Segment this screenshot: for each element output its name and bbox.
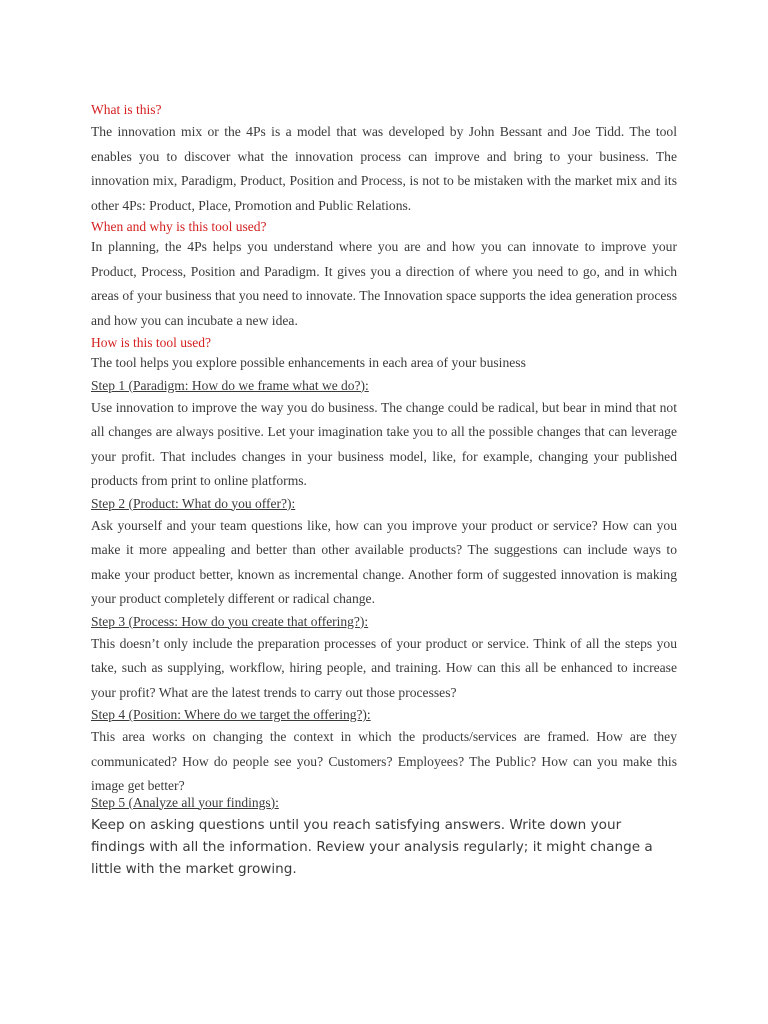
step-3-title: Step 3 (Process: How do you create that offering?): (91, 613, 369, 629)
section-heading-when-and-why: When and why is this tool used? (91, 219, 267, 234)
step-2-body: Ask yourself and your team questions like, how can you improve your product or service? How can you make it more appealing and better than other available products? The suggestions can include ways to make your product better, known as incremental change. Another form of suggested innovation is making your product completely different or radical change. (91, 517, 677, 606)
document-content (91, 100, 677, 880)
step-5-title: Step 5 (Analyze all your findings): (91, 794, 279, 810)
section-body-when-and-why: In planning, the 4Ps helps you understand where you are and how you can innovate to improve your Product, Process, Position and Paradigm. It gives you a direction of where you need to go, and in which areas of your business that you need to innovate. The Innovation space supports the idea generation process and how you can incubate a new idea. (91, 239, 677, 328)
step-5-body: Keep on asking questions until you reach satisfying answers. Write down your findings with all the information. Review your analysis regularly; it might change a little with the market growing. (91, 816, 653, 877)
step-4-title: Step 4 (Position: Where do we target the offering?): (91, 707, 371, 722)
step-2-title: Step 2 (Product: What do you offer?): (91, 495, 296, 511)
step-3-body: This doesn’t only include the preparation processes of your product or service. Think of all the steps you take, such as supplying, workflow, hiring people, and training. How can this all be enhanced to increase your profit? What are the latest trends to carry out those processes? (91, 635, 677, 700)
section-heading-how-used: How is this tool used? (91, 335, 211, 350)
step-1-body: Use innovation to improve the way you do business. The change could be radical, but bear in mind that not all changes are always positive. Let your imagination take you to all the possible changes that can leverage your profit. That includes changes in your business model, like, for example, changing your published products from print to online platforms. (91, 399, 677, 488)
step-1-title: Step 1 (Paradigm: How do we frame what we do?): (91, 377, 369, 393)
section-body-what-is-this: The innovation mix or the 4Ps is a model that was developed by John Bessant and Joe Tidd. The tool enables you to discover what the innovation process can improve and bring to your business. The innovation mix, Paradigm, Product, Position and Process, is not to be mistaken with the market mix and its other 4Ps: Product, Place, Promotion and Public Relations. (91, 124, 677, 213)
step-4-body: This area works on changing the context in which the products/services are framed. How are they communicated? How do people see you? Customers? Employees? The Public? How can you make this image get better? (91, 729, 677, 793)
section-body-how-used: The tool helps you explore possible enhancements in each area of your business (91, 355, 526, 370)
section-heading-what-is-this: What is this? (91, 102, 162, 117)
